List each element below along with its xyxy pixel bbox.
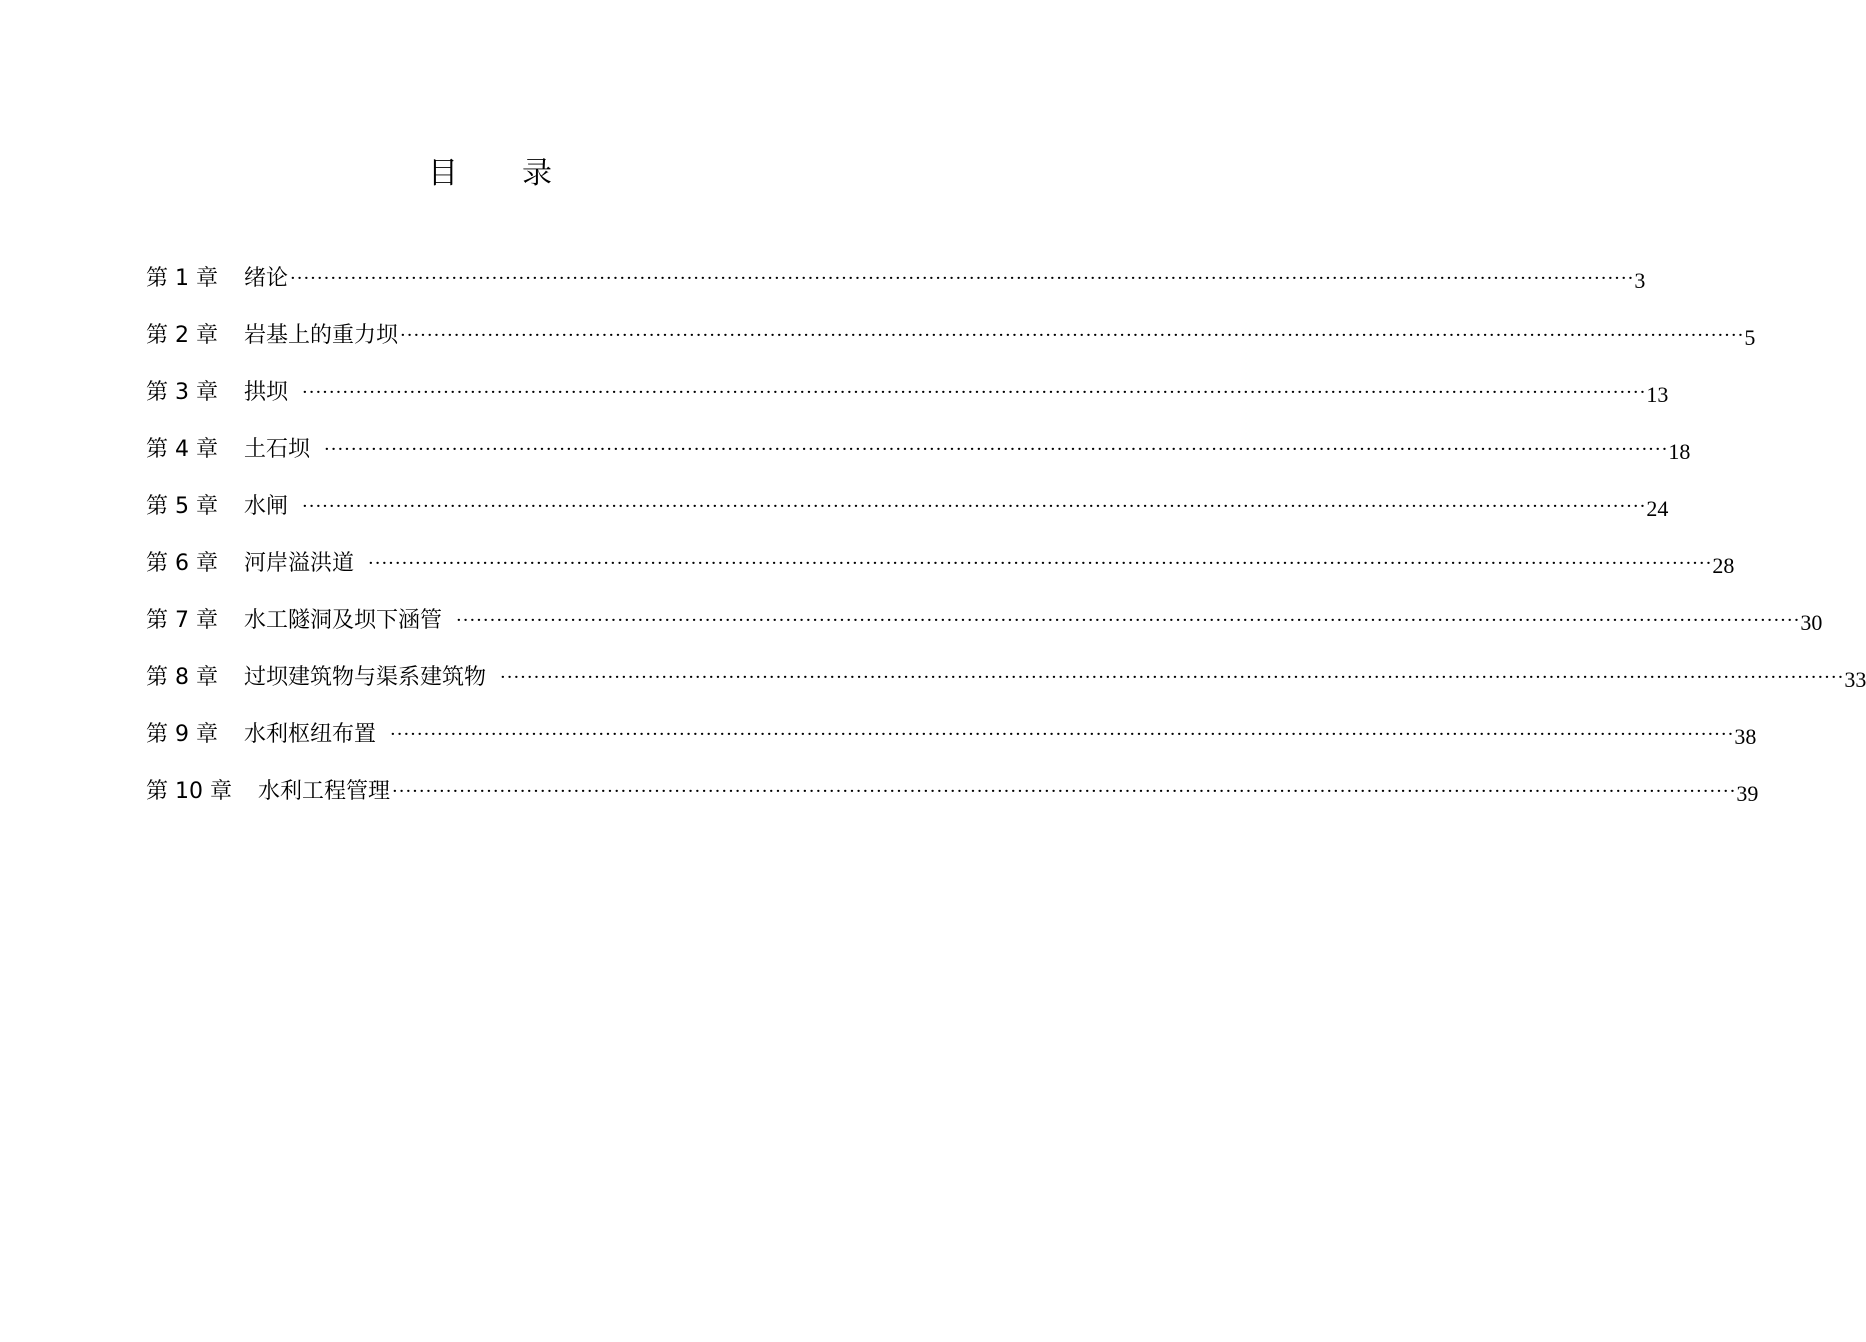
toc-chapter-number: 第 2 章 xyxy=(146,323,218,348)
toc-chapter-title: 过坝建筑物与渠系建筑物 xyxy=(243,665,486,690)
toc-chapter-title: 水工隧洞及坝下涵管 xyxy=(243,608,442,633)
toc-chapter-number: 第 4 章 xyxy=(146,437,218,462)
toc-page-number: 38 xyxy=(1734,724,1757,749)
toc-chapter-title: 水利枢纽布置 xyxy=(243,722,376,747)
toc-entry[interactable] xyxy=(146,718,1757,775)
toc-leader-dots: ········································································································································································································ xyxy=(390,724,1735,745)
toc-heading xyxy=(0,148,980,192)
toc-chapter-number: 第 7 章 xyxy=(146,608,218,633)
toc-chapter-number: 第 5 章 xyxy=(146,494,218,519)
toc-chapter-title: 岩基上的重力坝 xyxy=(243,323,398,348)
toc-leader-dots: ········································································································································································································ xyxy=(392,781,1737,802)
toc-entry[interactable] xyxy=(146,775,1759,832)
toc-chapter-title: 河岸溢洪道 xyxy=(243,551,354,576)
toc-heading-char-2: 录 xyxy=(522,156,552,191)
toc-chapter-number: 第 6 章 xyxy=(146,551,218,576)
toc-chapter-title: 绪论 xyxy=(243,266,288,291)
toc-leader-dots: ········································································································································································································ xyxy=(400,325,1745,346)
toc-entry[interactable] xyxy=(146,376,1669,433)
table-of-contents xyxy=(146,262,1866,832)
toc-chapter-number: 第 3 章 xyxy=(146,380,218,405)
toc-page-number: 28 xyxy=(1712,553,1735,578)
toc-entry[interactable] xyxy=(146,604,1823,661)
toc-chapter-number: 第 9 章 xyxy=(146,722,218,747)
toc-page-number: 18 xyxy=(1668,439,1691,464)
toc-entry[interactable] xyxy=(146,262,1646,319)
toc-chapter-number: 第 8 章 xyxy=(146,665,218,690)
toc-chapter-number: 第 1 章 xyxy=(146,266,218,291)
toc-page-number: 33 xyxy=(1844,667,1866,692)
toc-leader-dots: ········································································································································································································ xyxy=(456,610,1801,631)
toc-entry[interactable] xyxy=(146,319,1756,376)
toc-leader-dots: ········································································································································································································ xyxy=(302,382,1647,403)
toc-page-number: 13 xyxy=(1646,382,1669,407)
toc-entry[interactable] xyxy=(146,433,1691,490)
toc-chapter-title: 水利工程管理 xyxy=(257,779,390,804)
toc-leader-dots: ········································································································································································································ xyxy=(290,268,1635,289)
toc-heading-char-1: 目 xyxy=(428,156,458,191)
toc-page-number: 5 xyxy=(1744,325,1756,350)
toc-page-number: 3 xyxy=(1634,268,1646,293)
toc-page-number: 24 xyxy=(1646,496,1669,521)
toc-leader-dots: ········································································································································································································ xyxy=(324,439,1669,460)
toc-leader-dots: ········································································································································································································ xyxy=(368,553,1713,574)
toc-page-number: 30 xyxy=(1800,610,1823,635)
toc-chapter-title: 水闸 xyxy=(243,494,288,519)
toc-chapter-number: 第 10 章 xyxy=(146,779,232,804)
toc-leader-dots: ········································································································································································································ xyxy=(302,496,1647,517)
toc-chapter-title: 拱坝 xyxy=(243,380,288,405)
toc-page-number: 39 xyxy=(1736,781,1759,806)
toc-entry[interactable] xyxy=(146,490,1669,547)
toc-entry[interactable] xyxy=(146,547,1735,604)
toc-chapter-title: 土石坝 xyxy=(243,437,310,462)
toc-leader-dots: ········································································································································································································ xyxy=(500,667,1845,688)
toc-entry[interactable] xyxy=(146,661,1866,718)
